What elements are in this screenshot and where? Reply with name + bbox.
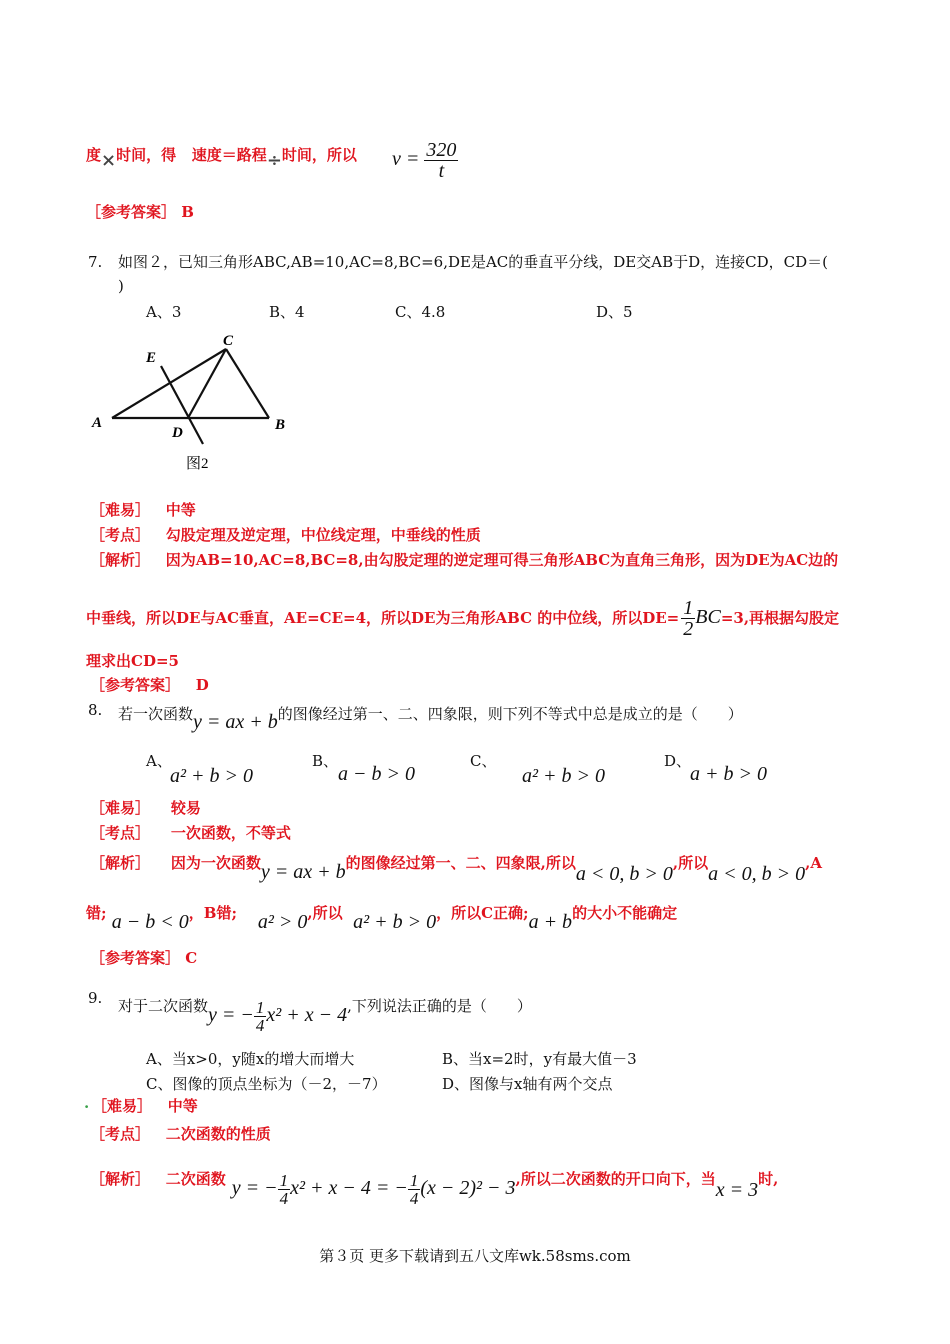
analysis-text: =3,再根据勾股定 [720, 609, 840, 628]
answer-label: ［参考答案］ [86, 203, 177, 221]
points-label: ［考点］ [90, 824, 151, 842]
q7-points [90, 526, 481, 544]
q7-option-c: C、4.8 [395, 303, 446, 321]
page-footer: 第３页 更多下载请到五八文库wk.58sms.com [319, 1247, 631, 1265]
fraction-numerator: 1 [683, 597, 694, 619]
figure-caption: 图2 [186, 456, 209, 472]
q9-points [90, 1125, 271, 1143]
q8-number: 8. [88, 701, 103, 719]
q8-option-b-formula: a − b > 0 [338, 763, 415, 785]
analysis-text: ，所以C正确; [436, 904, 529, 922]
difficulty-value: 较易 [170, 799, 201, 817]
label-d: D [172, 425, 183, 441]
q8-analysis-line2 [86, 900, 678, 933]
q8-answer [90, 949, 197, 967]
points-value: 一次函数，不等式 [170, 824, 291, 842]
q9-option-c: C、图像的顶点坐标为（－2，－7） [146, 1075, 387, 1093]
label-e: E [146, 350, 157, 366]
times-symbol: × [101, 150, 117, 171]
analysis-text: ，B错; [188, 904, 237, 922]
q7-text-line2: ) [118, 277, 124, 295]
analysis-text: 的大小不能确定 [572, 904, 678, 922]
fraction-denominator: 4 [409, 1189, 419, 1208]
q9-text: ,下列说法正确的是（ ） [347, 997, 532, 1016]
q7-analysis-line3: 理求出CD=5 [86, 652, 179, 670]
fraction-denominator: t [438, 160, 445, 182]
analysis-text: ,所以 [672, 854, 709, 872]
answer-label: ［参考答案］ [90, 949, 181, 967]
q6-answer [86, 203, 194, 221]
formula-fraction [424, 140, 458, 181]
q7-number: 7. [88, 253, 103, 271]
formula-lhs: v = [392, 148, 420, 171]
q8-option-a-formula: a² + b > 0 [170, 765, 253, 787]
analysis-text: 的图像经过第一、二、四象限,所以 [345, 854, 576, 872]
difficulty-label: ［难易］ [90, 799, 151, 817]
q9-number: 9. [88, 989, 103, 1007]
divide-symbol: ÷ [266, 150, 282, 171]
q9-option-b: B、当x=2时，y有最大值－3 [442, 1050, 637, 1068]
difficulty-value: 中等 [165, 501, 196, 519]
fraction-numerator: 320 [426, 139, 457, 161]
fraction-denominator: 4 [279, 1189, 289, 1208]
q7-analysis-line2 [86, 598, 839, 639]
q9-option-a: A、当x>0，y随x的增大而增大 [146, 1050, 355, 1068]
q6-text-b: 时间，得 [116, 146, 177, 164]
segment-ac [112, 349, 226, 418]
q6-text-d: 时间，所以 [281, 146, 357, 164]
analysis-formula: a + b [528, 911, 573, 933]
q8-option-c-formula: a² + b > 0 [522, 765, 605, 787]
q9-question [118, 989, 532, 1035]
analysis-formula: a² + b > 0 [353, 911, 437, 933]
analysis-formula: y = ax + b [260, 861, 346, 883]
formula-part: y = − [231, 1177, 278, 1200]
analysis-label: ［解析］ [90, 854, 151, 872]
q9-analysis [90, 1162, 779, 1208]
analysis-formula: a² > 0 [257, 911, 308, 933]
points-label: ［考点］ [90, 1125, 151, 1143]
q7-text-line1: 如图２，已知三角形ABC,AB=10,AC=8,BC=6,DE是AC的垂直平分线，DE交AB于D，连接CD，CD＝( [118, 253, 828, 271]
analysis-formula: a < 0, b > 0 [708, 863, 806, 885]
q8-analysis-line1 [90, 850, 823, 885]
analysis-text: 二次函数 [165, 1170, 226, 1189]
q9-option-d: D、图像与x轴有两个交点 [442, 1075, 613, 1093]
q8-option-d-formula: a + b > 0 [690, 763, 767, 785]
q6-text-a: 度 [86, 146, 102, 164]
answer-value: C [185, 949, 198, 967]
answer-value: D [195, 676, 209, 694]
analysis-text: 时, [758, 1170, 779, 1189]
points-label: ［考点］ [90, 526, 151, 544]
fraction-denominator: 2 [683, 618, 694, 640]
analysis-label: ［解析］ [90, 551, 151, 569]
difficulty-label: ［难易］ [92, 1097, 153, 1115]
triangle-figure [86, 326, 306, 476]
q8-text: 的图像经过第一、二、四象限，则下列不等式中总是成立的是（ ） [277, 705, 743, 723]
q9-difficulty [92, 1097, 198, 1115]
q8-points [90, 824, 291, 842]
q8-option-b-label: B、 [312, 752, 339, 770]
difficulty-label: ［难易］ [90, 501, 151, 519]
fraction-numerator: 1 [255, 998, 265, 1017]
q8-option-c-label: C、 [470, 752, 497, 770]
analysis-text: ,A [805, 854, 823, 872]
analysis-formula [231, 1171, 516, 1208]
analysis-label: ［解析］ [90, 1170, 151, 1189]
q7-option-b: B、4 [269, 303, 305, 321]
formula-part: (x − 2)² − 3 [420, 1177, 516, 1200]
label-a: A [92, 415, 103, 431]
q9-text: 对于二次函数 [118, 997, 209, 1016]
fraction-numerator: 1 [409, 1171, 419, 1190]
q7-answer [90, 676, 209, 694]
answer-value: B [181, 203, 194, 221]
points-value: 二次函数的性质 [165, 1125, 271, 1143]
label-c: C [223, 333, 234, 349]
analysis-text: 因为AB=10,AC=8,BC=8,由勾股定理的逆定理可得三角形ABC为直角三角形，因为DE为AC边的 [165, 551, 839, 569]
q8-question [118, 701, 743, 733]
q8-option-a-label: A、 [146, 752, 172, 770]
label-b: B [275, 417, 286, 433]
q7-option-a: A、3 [146, 303, 182, 321]
q7-option-d: D、5 [596, 303, 633, 321]
analysis-text: 因为一次函数 [170, 854, 261, 872]
analysis-text: ,所以二次函数的开口向下，当 [515, 1170, 716, 1189]
q8-function: y = ax + b [193, 711, 278, 733]
analysis-text: 错; [86, 904, 107, 922]
analysis-text: 中垂线，所以DE与AC垂直，AE=CE=4，所以DE为三角形ABC 的中位线，所以DE= [86, 609, 680, 628]
analysis-formula [681, 597, 721, 640]
q7-analysis-line1 [90, 551, 838, 569]
fraction-numerator: 1 [279, 1171, 289, 1190]
answer-label: ［参考答案］ [90, 676, 181, 694]
analysis-formula: a < 0, b > 0 [575, 863, 673, 885]
formula-part: x² + x − 4 = − [290, 1177, 408, 1200]
q7-difficulty [90, 501, 196, 519]
q8-option-d-label: D、 [664, 752, 692, 770]
q6-formula [392, 140, 458, 181]
q6-line [86, 144, 357, 171]
formula-part: y = − [208, 1004, 254, 1027]
difficulty-value: 中等 [167, 1097, 198, 1115]
fraction-denominator: 4 [255, 1016, 265, 1035]
points-value: 勾股定理及逆定理，中位线定理，中垂线的性质 [165, 526, 481, 544]
bullet-dot: . [84, 1094, 90, 1112]
analysis-formula: a − b < 0 [111, 911, 189, 933]
segment-bc [226, 349, 269, 418]
formula-variable: BC [695, 606, 721, 629]
q6-text-c: 速度＝路程 [191, 146, 267, 164]
q8-difficulty [90, 799, 201, 817]
analysis-text: ,所以 [307, 904, 343, 922]
q9-function [208, 998, 348, 1035]
analysis-formula: x = 3 [715, 1179, 759, 1202]
formula-part: x² + x − 4 [266, 1004, 348, 1027]
q8-text: 若一次函数 [118, 705, 194, 723]
